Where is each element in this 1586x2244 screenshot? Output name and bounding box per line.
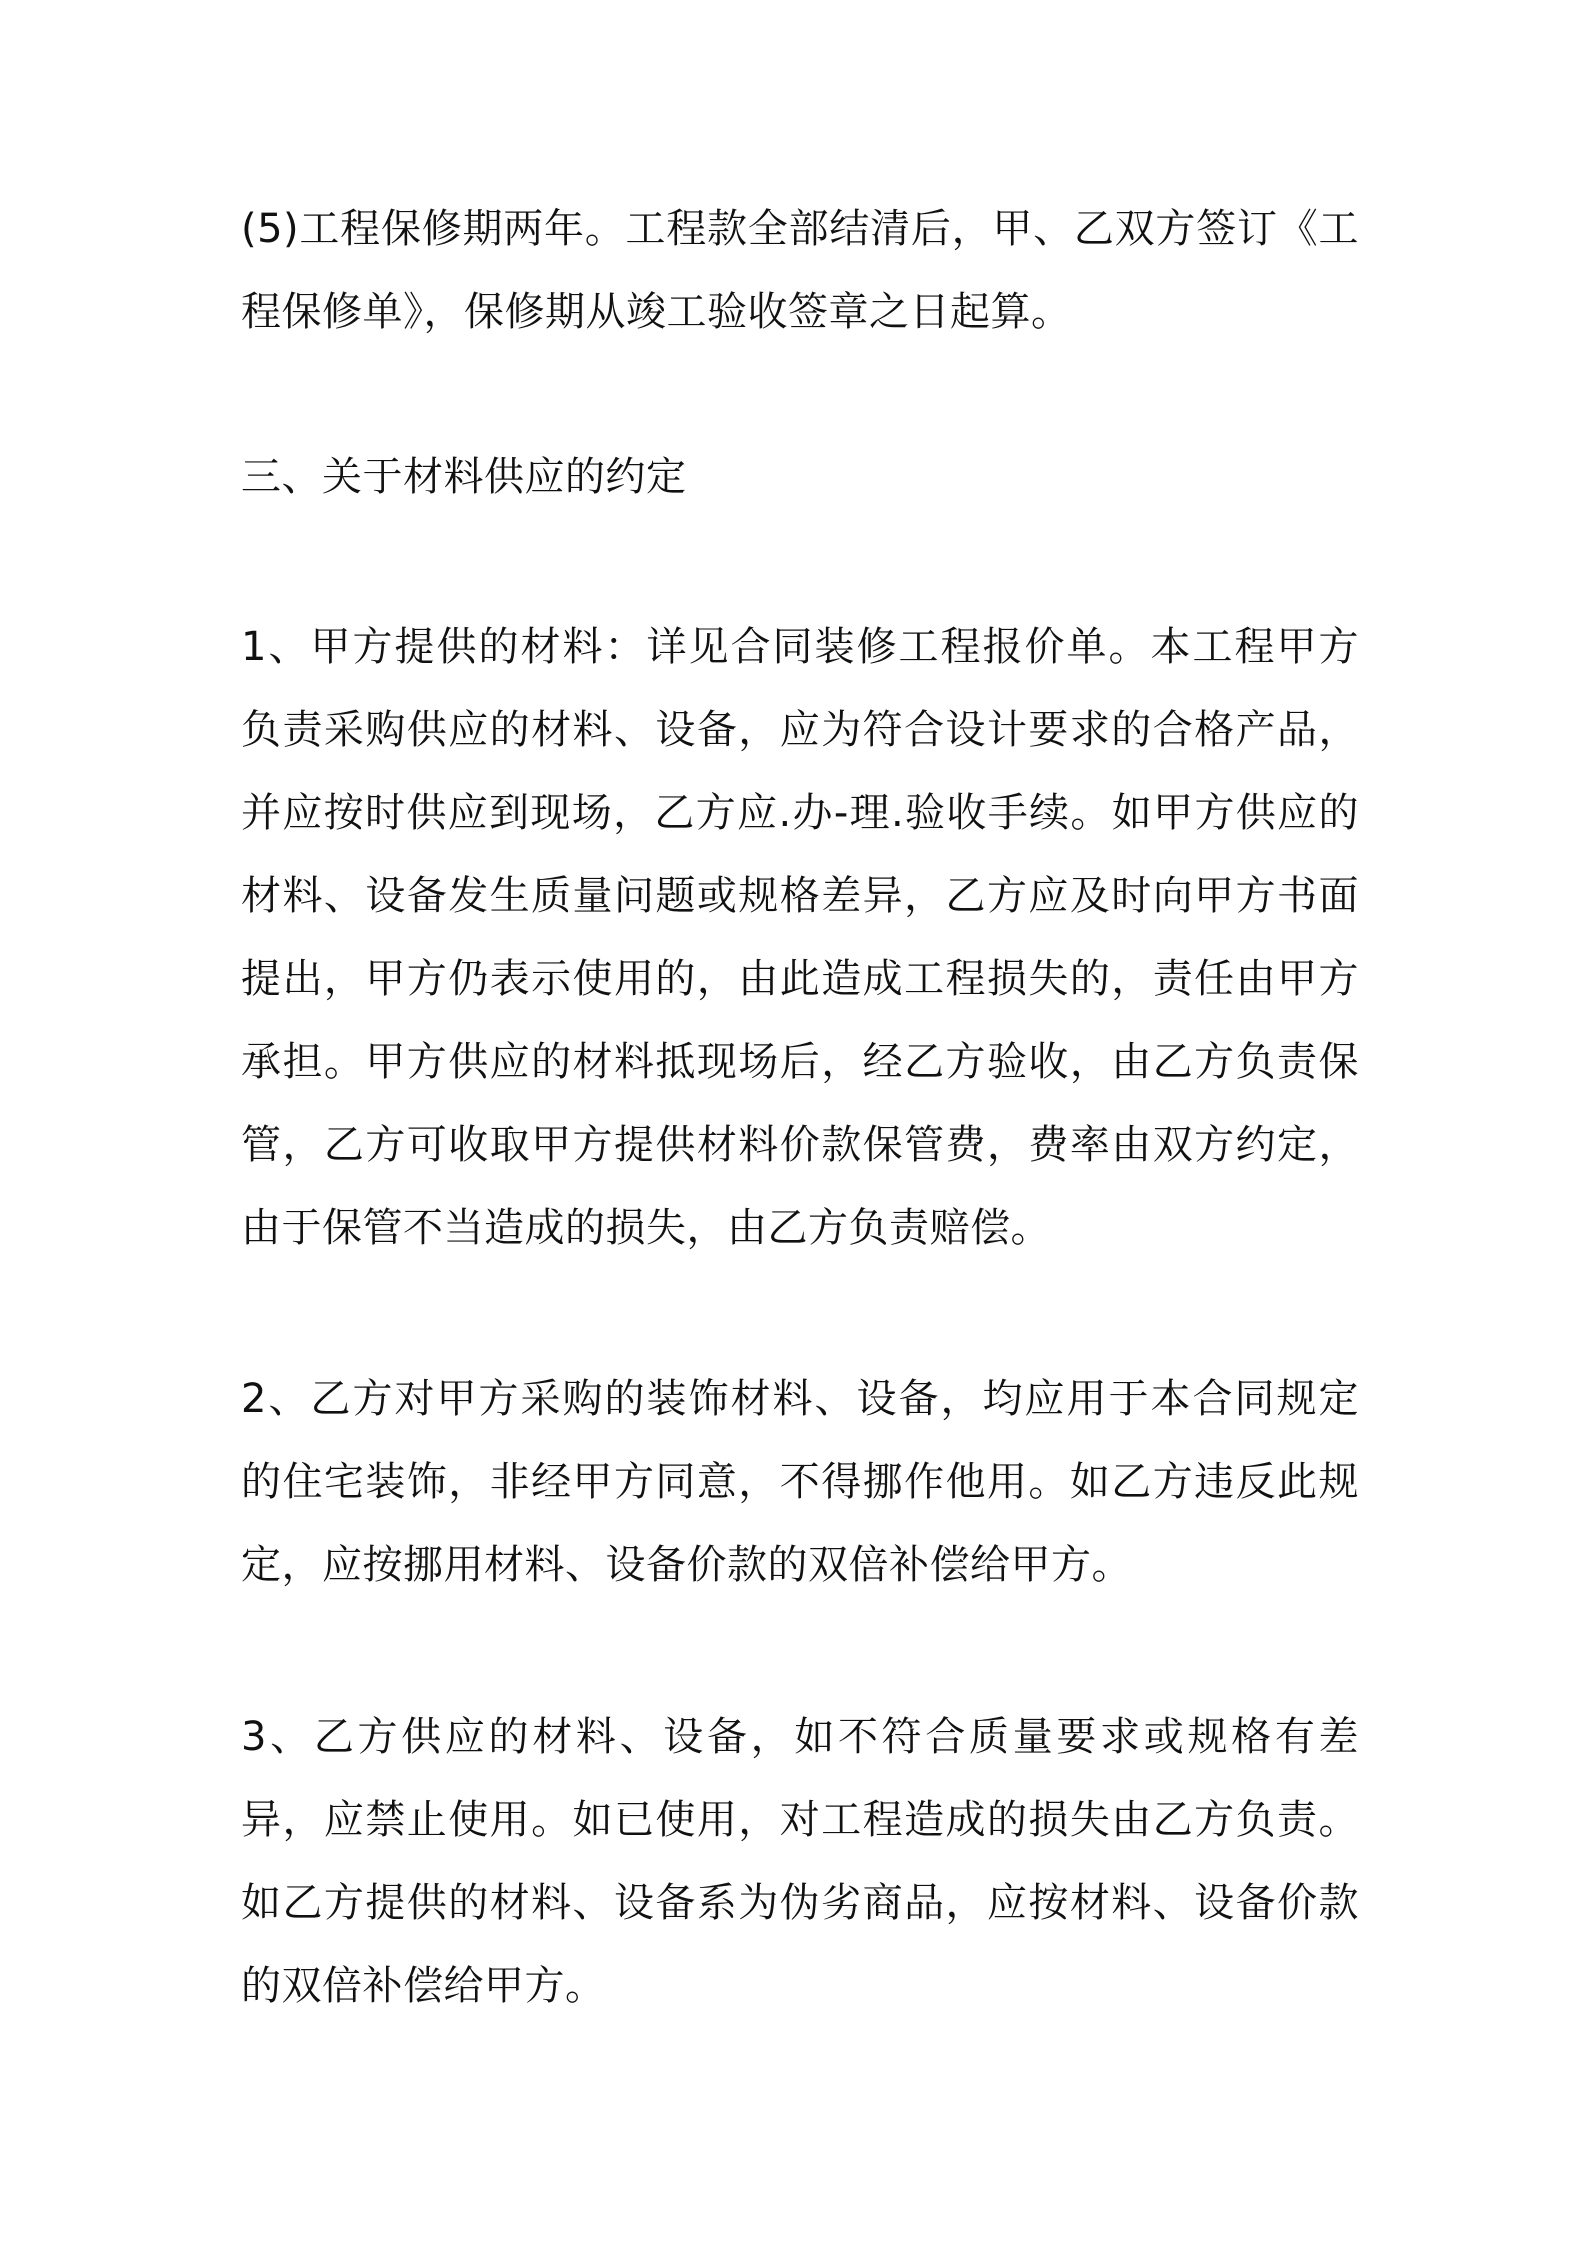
clause-1-party-a-materials: 1、甲方提供的材料：详见合同装修工程报价单。本工程甲方负责采购供应的材料、设备，应为符合设计要求的合格产品，并应按时供应到现场，乙方应.办-理.验收手续。如甲方供应的材料、设备发生质量问题或规格差异，乙方应及时向甲方书面提出，甲方仍表示使用的，由此造成工程损失的，责任由甲方承担。甲方供应的材料抵现场后，经乙方验收，由乙方负责保管，乙方可收取甲方提供材料价款保管费，费率由双方约定，由于保管不当造成的损失，由乙方负责赔偿。 bbox=[241, 624, 1359, 1251]
clause-2-material-usage: 2、乙方对甲方采购的装饰材料、设备，均应用于本合同规定的住宅装饰，非经甲方同意，不得挪作他用。如乙方违反此规定，应按挪用材料、设备价款的双倍补偿给甲方。 bbox=[241, 1376, 1359, 1588]
section-heading-material-supply: 三、关于材料供应的约定 bbox=[241, 454, 687, 500]
clause-3-party-b-materials: 3、乙方供应的材料、设备，如不符合质量要求或规格有差异，应禁止使用。如已使用，对工程造成的损失由乙方负责。如乙方提供的材料、设备系为伪劣商品，应按材料、设备价款的双倍补偿给甲方。 bbox=[241, 1714, 1359, 2009]
paragraph-warranty-period: (5)工程保修期两年。工程款全部结清后，甲、乙双方签订《工程保修单》，保修期从竣工验收签章之日起算。 bbox=[241, 206, 1359, 335]
